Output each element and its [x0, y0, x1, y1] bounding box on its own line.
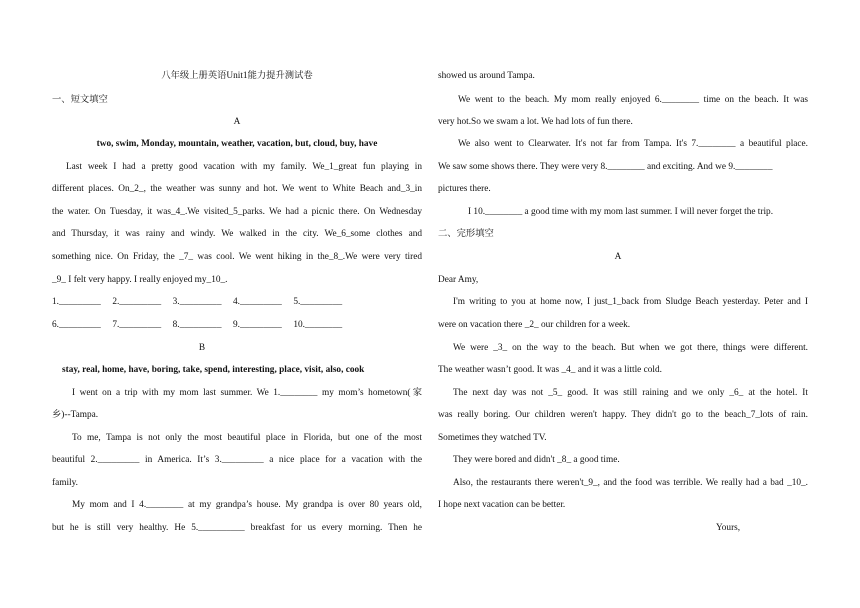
passage-b-cont-line: I 10.________ a good time with my mom last summer. I will never forget the trip. — [468, 207, 774, 217]
answer-row-a1 — [52, 296, 351, 308]
passage-b-cont-line: We saw some shows there. They were very 8.________ and exciting. And we 9.________ — [438, 162, 773, 172]
passage-b-line: family. — [52, 478, 78, 488]
answer-blank[interactable]: 3._________ — [172, 297, 222, 307]
cloze-line: I'm writing to you at home now, I just_1_back from Sludge Beach yesterday. Peter and I — [453, 297, 808, 307]
answer-blank[interactable]: 7._________ — [112, 320, 162, 330]
passage-b-cont-line: pictures there. — [438, 184, 491, 194]
page-title: 八年级上册英语Unit1能力提升测试卷 — [161, 71, 313, 81]
passage-b-line: 乡)--Tampa. — [52, 410, 99, 420]
passage-a-line: different places. On_2_, the weather was sunny and hot. We went to White Beach and_3_in — [52, 184, 422, 194]
cloze-line: was really boring. Our children weren't happy. They didn't go to the beach_7_lots of rain. — [438, 410, 808, 420]
answer-blank[interactable]: 2._________ — [112, 297, 162, 307]
answer-blank[interactable]: 1._________ — [52, 297, 101, 307]
cloze-line: were on vacation there _2_ our children for a week. — [438, 320, 631, 330]
passage-b-cont-line: showed us around Tampa. — [438, 71, 535, 81]
passage-b-cont-line: very hot.So we swam a lot. We had lots of fun there. — [438, 117, 633, 127]
passage-a-line: Last week I had a pretty good vacation with my family. We_1_great fun playing in — [66, 162, 422, 172]
passage-b-cont-line: We also went to Clearwater. It's not far from Tampa. It's 7.________ a beautiful place. — [458, 139, 808, 149]
letter-closing: Yours, — [716, 523, 741, 533]
cloze-line: The next day was not _5_ good. It was still raining and we only _6_ at the hotel. It — [453, 388, 808, 398]
cloze-line: We were _3_ on the way to the beach. But when we got there, things were different. — [453, 343, 808, 353]
passage-b-line: beautiful 2._________ in America. It’s 3._________ a nice place for a vacation with the — [52, 455, 422, 465]
cloze-line: They were bored and didn't _8_ a good time. — [453, 455, 620, 465]
cloze-line: The weather wasn’t good. It was _4_ and it was a little cold. — [438, 365, 662, 375]
passage-b-line: I went on a trip with my mom last summer. We 1.________ my mom’s hometown(家 — [72, 388, 422, 398]
cloze-line: Dear Amy, — [438, 275, 479, 285]
answer-blank[interactable]: 6._________ — [52, 320, 101, 330]
passage-a-line: _9_ I felt very happy. I really enjoyed my_10_. — [52, 275, 228, 285]
passage-b-label: B — [198, 343, 206, 353]
answer-row-a2 — [52, 319, 351, 331]
passage-b-cont-line: We went to the beach. My mom really enjoyed 6.________ time on the beach. It was — [458, 95, 808, 105]
cloze-a-label: A — [614, 252, 622, 262]
word-bank-a: two, swim, Monday, mountain, weather, vacation, but, cloud, buy, have — [96, 139, 378, 149]
passage-a-label: A — [233, 117, 241, 127]
passage-b-line: To me, Tampa is not only the most beautiful place in Florida, but one of the most — [72, 433, 422, 443]
answer-blank[interactable]: 8._________ — [172, 320, 222, 330]
answer-blank[interactable]: 9._________ — [232, 320, 282, 330]
answer-blank[interactable]: 4._________ — [232, 297, 282, 307]
passage-a-line: something nice. On Friday, the _7_ was cool. We went hiking in the_8_.We were very tired — [52, 252, 422, 262]
section-heading-2: 二、完形填空 — [438, 229, 494, 239]
passage-a-line: the water. On Tuesday, it was_4_.We visited_5_parks. We had a picnic there. On Wednesday — [52, 207, 422, 217]
passage-b-line: My mom and I 4.________ at my grandpa’s house. My grandpa is over 80 years old, — [72, 500, 422, 510]
word-bank-b: stay, real, home, have, boring, take, spend, interesting, place, visit, also, cook — [62, 365, 365, 375]
answer-blank[interactable]: 5._________ — [293, 297, 343, 307]
cloze-line: Also, the restaurants there weren't_9_, and the food was terrible. We really had a bad _10_. — [453, 478, 808, 488]
section-heading-1: 一、短文填空 — [52, 95, 108, 105]
cloze-line: Sometimes they watched TV. — [438, 433, 547, 443]
passage-b-line: but he is still very healthy. He 5.__________ breakfast for us every morning. Then he — [52, 523, 422, 533]
answer-blank[interactable]: 10.________ — [293, 320, 343, 330]
passage-a-line: and Thursday, it was rainy and windy. We walked in the city. We_6_some clothes and — [52, 229, 422, 239]
cloze-line: I hope next vacation can be better. — [438, 500, 566, 510]
